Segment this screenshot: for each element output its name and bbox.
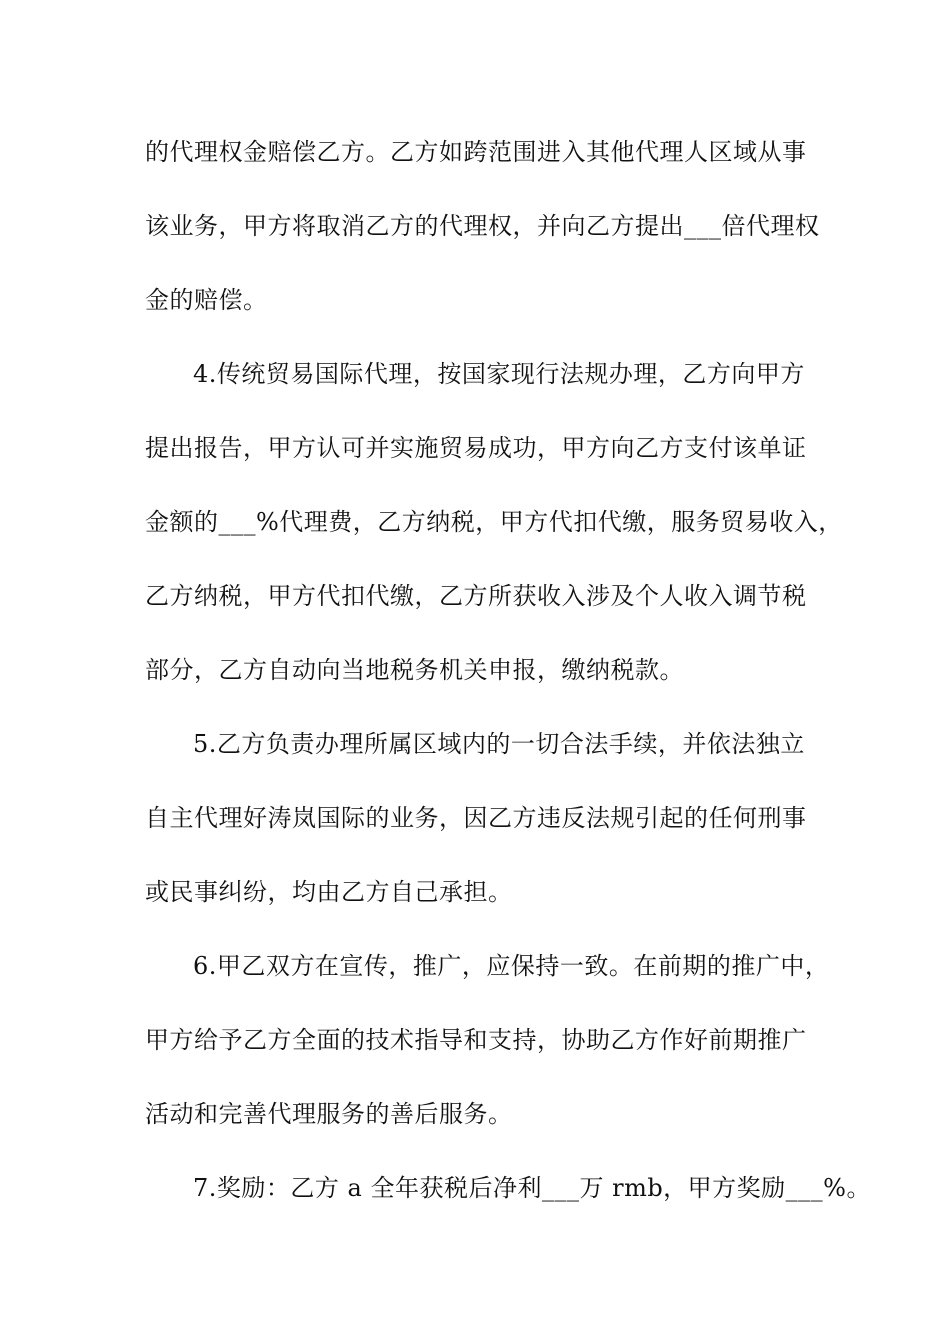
document-body: [145, 115, 871, 1225]
text-line: 金额的___%代理费，乙方纳税，甲方代扣代缴，服务贸易收入，: [145, 508, 843, 536]
paragraph-4-start: 4.传统贸易国际代理，按国家现行法规办理，乙方向甲方: [193, 360, 805, 388]
paragraph-5-start: 5.乙方负责办理所属区域内的一切合法手续，并依法独立: [193, 730, 805, 758]
text-line: 活动和完善代理服务的善后服务。: [145, 1100, 513, 1128]
text-line: 乙方纳税，甲方代扣代缴，乙方所获收入涉及个人收入调节税: [145, 582, 807, 610]
text-line: 提出报告，甲方认可并实施贸易成功，甲方向乙方支付该单证: [145, 434, 807, 462]
text-line: 自主代理好涛岚国际的业务，因乙方违反法规引起的任何刑事: [145, 804, 807, 832]
text-line: 部分，乙方自动向当地税务机关申报，缴纳税款。: [145, 656, 684, 684]
text-line: 金的赔偿。: [145, 286, 268, 314]
text-line: 的代理权金赔偿乙方。乙方如跨范围进入其他代理人区域从事: [145, 138, 807, 166]
paragraph-6-start: 6.甲乙双方在宣传，推广，应保持一致。在前期的推广中，: [193, 952, 830, 980]
paragraph-7-start: 7.奖励：乙方 a 全年获税后净利___万 rmb，甲方奖励___%。: [193, 1174, 871, 1202]
text-line: 该业务，甲方将取消乙方的代理权，并向乙方提出___倍代理权: [145, 212, 820, 240]
text-line: 甲方给予乙方全面的技术指导和支持，协助乙方作好前期推广: [145, 1026, 807, 1054]
text-line: 或民事纠纷，均由乙方自己承担。: [145, 878, 513, 906]
